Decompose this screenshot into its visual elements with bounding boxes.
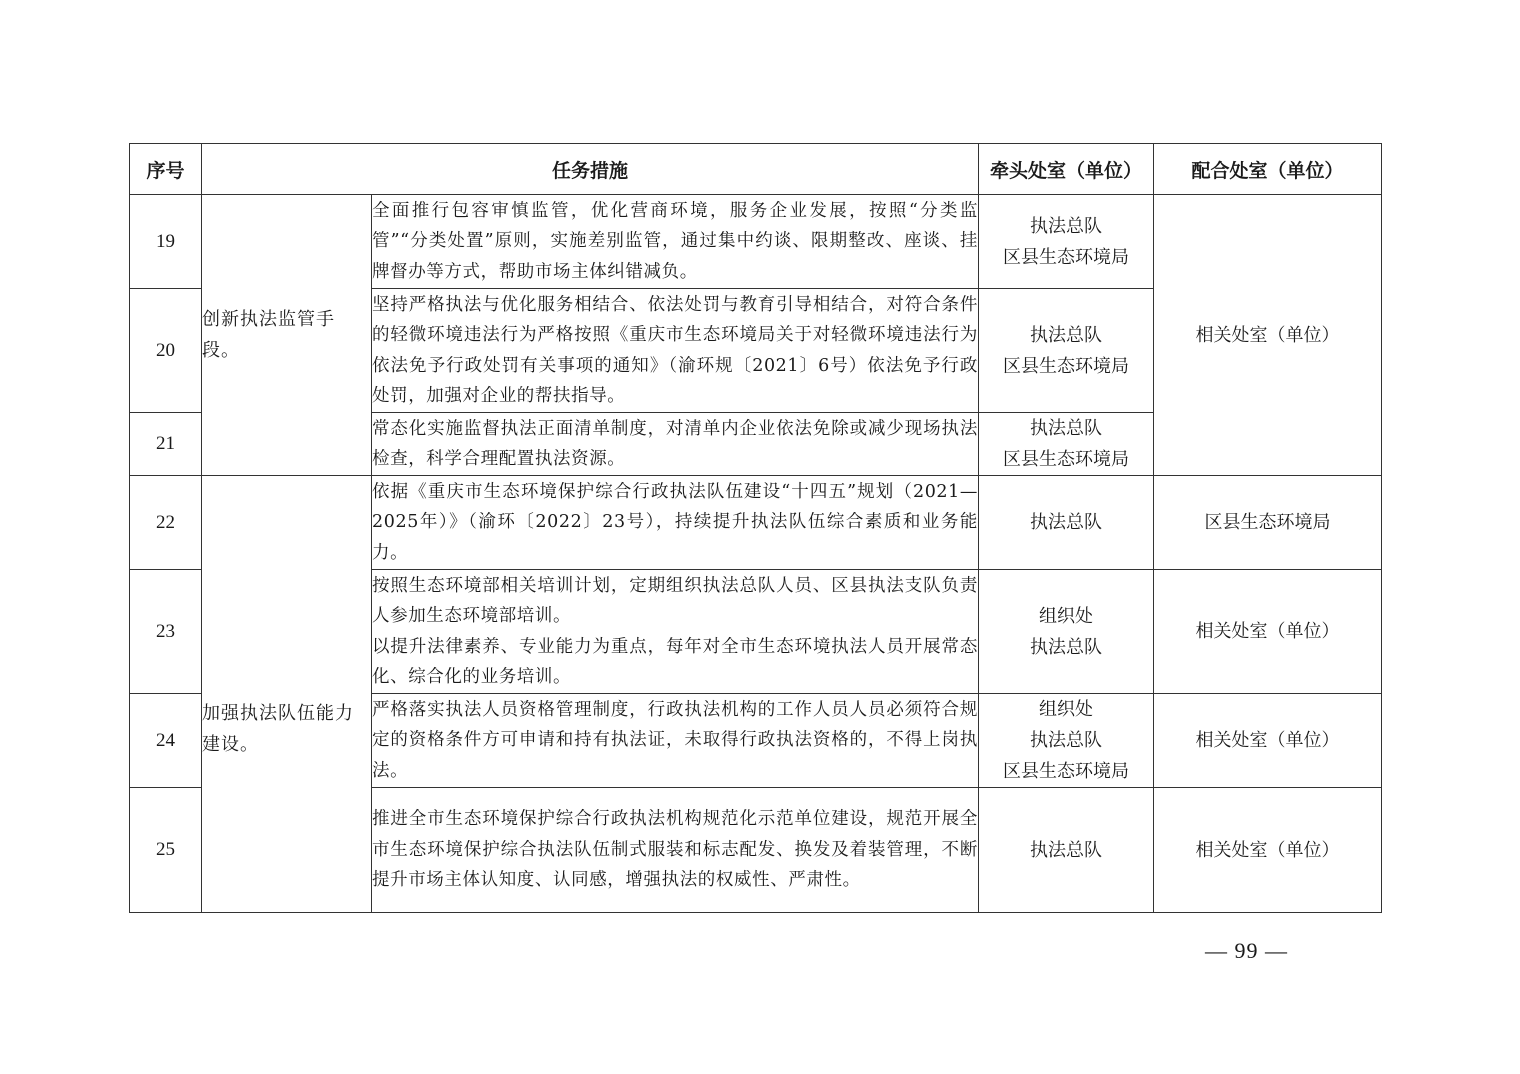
header-task-measures: 任务措施 [202,144,979,195]
lead-office-name: 区县生态环境局 [1003,761,1130,782]
measure-text: 坚持严格执法与优化服务相结合、依法处罚与教育引导相结合，对符合条件的轻微环境违法行为严格按照《重庆市生态环境局关于对轻微环境违法行为依法免予行政处罚有关事项的通知》（渝环规〔2021〕6号）依法免予行政处罚，加强对企业的帮扶指导。 [372,294,979,406]
row-number: 22 [130,476,202,570]
row-number: 19 [130,195,202,289]
measure-text: 推进全市生态环境保护综合行政执法机构规范化示范单位建设，规范开展全市生态环境保护综合执法队伍制式服装和标志配发、换发及着装管理，不断提升市场主体认知度、认同感，增强执法的权威性、严肃性。 [372,809,979,891]
measure-cell [372,476,979,570]
lead-office-name: 执法总队 [1030,324,1103,346]
measure-text: 全面推行包容审慎监管，优化营商环境，服务企业发展，按照“分类监管”“分类处置”原则，实施差别监管，通过集中约谈、限期整改、座谈、挂牌督办等方式，帮助市场主体纠错减负。 [372,200,979,282]
row-number: 20 [130,289,202,413]
measure-cell [372,694,979,788]
table-header-row [130,144,1382,195]
lead-office-cell [979,413,1154,476]
measure-text: 依据《重庆市生态环境保护综合行政执法队伍建设“十四五”规划（2021—2025年）》（渝环〔2022〕23号），持续提升执法队伍综合素质和业务能力。 [372,481,979,563]
lead-office-name: 区县生态环境局 [1003,449,1130,470]
measure-text: 严格落实执法人员资格管理制度，行政执法机构的工作人员人员必须符合规定的资格条件方可申请和持有执法证，未取得行政执法资格的，不得上岗执法。 [372,699,979,781]
lead-office-name: 执法总队 [1030,839,1103,861]
lead-office-name: 区县生态环境局 [1003,355,1130,377]
table-row [130,195,1382,289]
lead-office-name: 执法总队 [1030,636,1103,658]
cooperating-office-cell: 区县生态环境局 [1154,476,1382,570]
measure-text: 常态化实施监督执法正面清单制度，对清单内企业依法免除或减少现场执法检查，科学合理配置执法资源。 [372,418,979,469]
lead-office-cell [979,195,1154,289]
lead-office-name: 执法总队 [1030,215,1103,237]
measure-cell [372,195,979,289]
category-cell: 创新执法监管手段。 [202,195,372,476]
header-cooperating-office: 配合处室（单位） [1154,144,1382,195]
cooperating-office-cell: 相关处室（单位） [1154,694,1382,788]
row-number: 21 [130,413,202,476]
lead-office-cell [979,476,1154,570]
measure-text: 按照生态环境部相关培训计划，定期组织执法总队人员、区县执法支队负责人参加生态环境部培训。 [372,575,979,626]
lead-office-name: 执法总队 [1030,730,1103,751]
cooperating-office-cell: 相关处室（单位） [1154,195,1382,476]
measure-cell [372,289,979,413]
row-number: 23 [130,570,202,694]
lead-office-name: 组织处 [1039,699,1094,720]
header-lead-office: 牵头处室（单位） [979,144,1154,195]
measure-cell [372,570,979,694]
cooperating-office-cell: 相关处室（单位） [1154,570,1382,694]
lead-office-cell [979,694,1154,788]
cooperating-office-cell: 相关处室（单位） [1154,788,1382,913]
lead-office-cell [979,570,1154,694]
task-measures-table [129,143,1382,913]
row-number: 25 [130,788,202,913]
lead-office-cell [979,788,1154,913]
lead-office-name: 执法总队 [1030,512,1103,533]
lead-office-name: 执法总队 [1030,418,1103,439]
measure-text: 以提升法律素养、专业能力为重点，每年对全市生态环境执法人员开展常态化、综合化的业务培训。 [372,636,979,687]
header-serial-number: 序号 [130,144,202,195]
row-number: 24 [130,694,202,788]
table-row [130,476,1382,570]
category-cell: 加强执法队伍能力建设。 [202,476,372,913]
measure-cell [372,788,979,913]
page-number: — 99 — [1205,938,1288,963]
measure-cell [372,413,979,476]
lead-office-name: 组织处 [1039,605,1094,627]
lead-office-name: 区县生态环境局 [1003,246,1130,268]
lead-office-cell [979,289,1154,413]
